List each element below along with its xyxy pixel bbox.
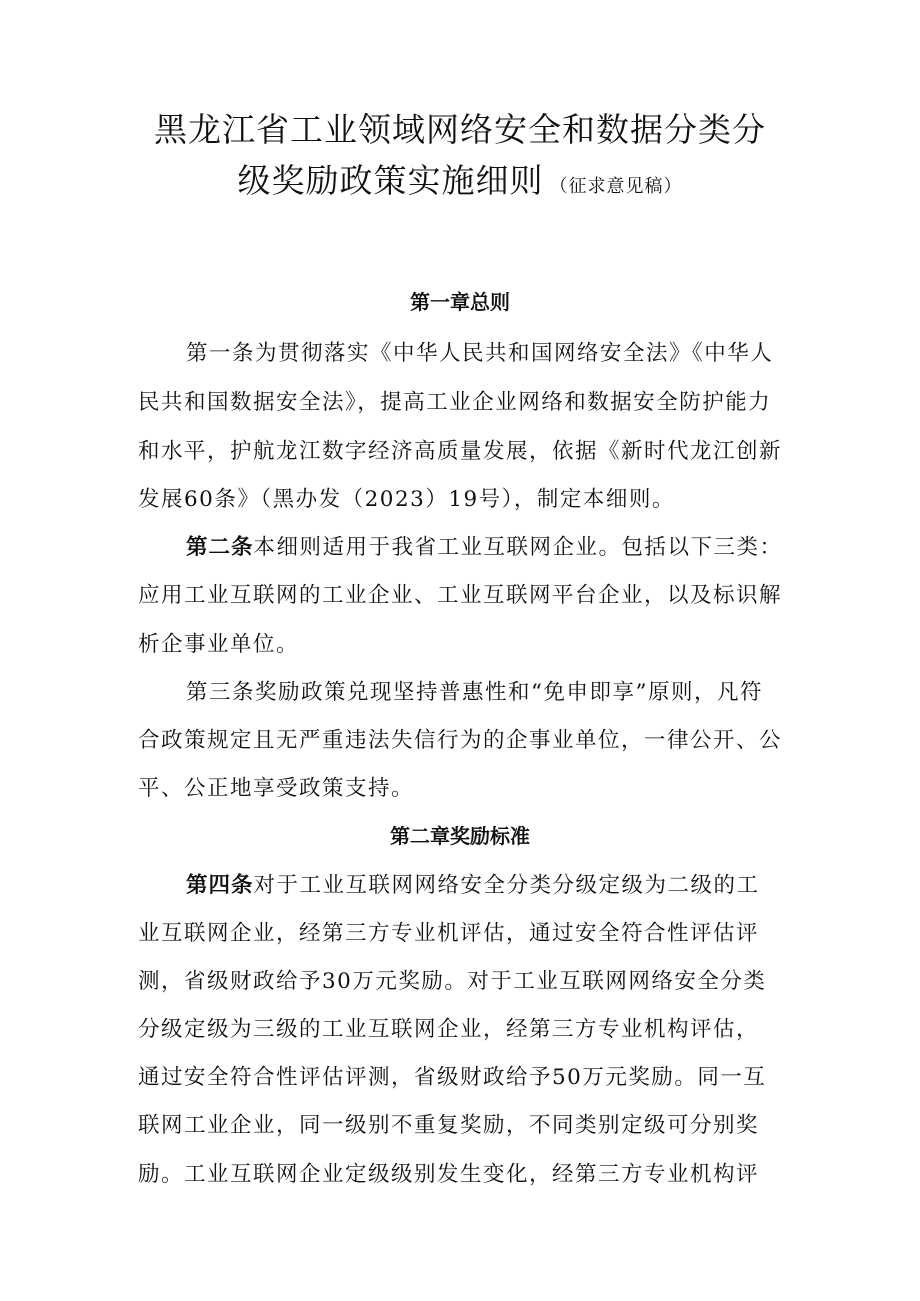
article-1-line: 和水平，护航龙江数字经济高质量发展，依据《新时代龙江创新	[138, 439, 783, 464]
article-3-line: 合政策规定且无严重违法失信行为的企事业单位，一律公开、公	[138, 728, 783, 753]
article-1-line: 发展60条》（黑办发（2023）19号），制定本细则。	[138, 487, 675, 512]
article-4-text: 对于工业互联网网络安全分类分级定级为二级的工	[253, 873, 760, 898]
chapter-1-heading: 第一章总则	[410, 290, 510, 314]
article-4-line: 联网工业企业，同一级别不重复奖励，不同类别定级可分别奖	[138, 1113, 760, 1138]
chapter-2-heading: 第二章奖励标准	[390, 824, 530, 848]
article-2-label: 第二条	[186, 535, 254, 560]
article-4-line: 励。工业互联网企业定级级别发生变化，经第三方专业机构评	[138, 1162, 760, 1187]
draft-note: （征求意见稿）	[549, 176, 683, 197]
article-4-line	[186, 868, 760, 899]
article-4-line: 业互联网企业，经第三方专业机评估，通过安全符合性评估评	[138, 921, 760, 946]
article-3-line: 平、公正地享受政策支持。	[138, 776, 415, 801]
article-2-text: 本细则适用于我省工业互联网企业。包括以下三类：	[253, 535, 783, 560]
document-title-line-2	[110, 161, 810, 200]
article-2-line: 析企事业单位。	[138, 632, 300, 657]
article-2-line	[186, 530, 783, 561]
article-4-line: 测，省级财政给予30万元奖励。对于工业互联网网络安全分类	[138, 969, 767, 994]
article-4-line: 分级定级为三级的工业互联网企业，经第三方专业机构评估，	[138, 1017, 760, 1042]
article-2-line: 应用工业互联网的工业企业、工业互联网平台企业，以及标识解	[138, 583, 783, 608]
document-title-line-1: 黑龙江省工业领域网络安全和数据分类分	[154, 110, 766, 149]
article-4-label: 第四条	[186, 873, 254, 898]
article-1-line: 民共和国数据安全法》，提高工业企业网络和数据安全防护能力	[138, 390, 772, 415]
article-1-line: 第一条为贯彻落实《中华人民共和国网络安全法》《中华人	[186, 341, 774, 366]
article-4-line: 通过安全符合性评估评测，省级财政给予50万元奖励。同一互	[138, 1065, 767, 1090]
document-title-main: 级奖励政策实施细则	[237, 161, 544, 200]
article-3-line: 第三条奖励政策兑现坚持普惠性和“免申即享”原则，凡符	[186, 680, 763, 705]
